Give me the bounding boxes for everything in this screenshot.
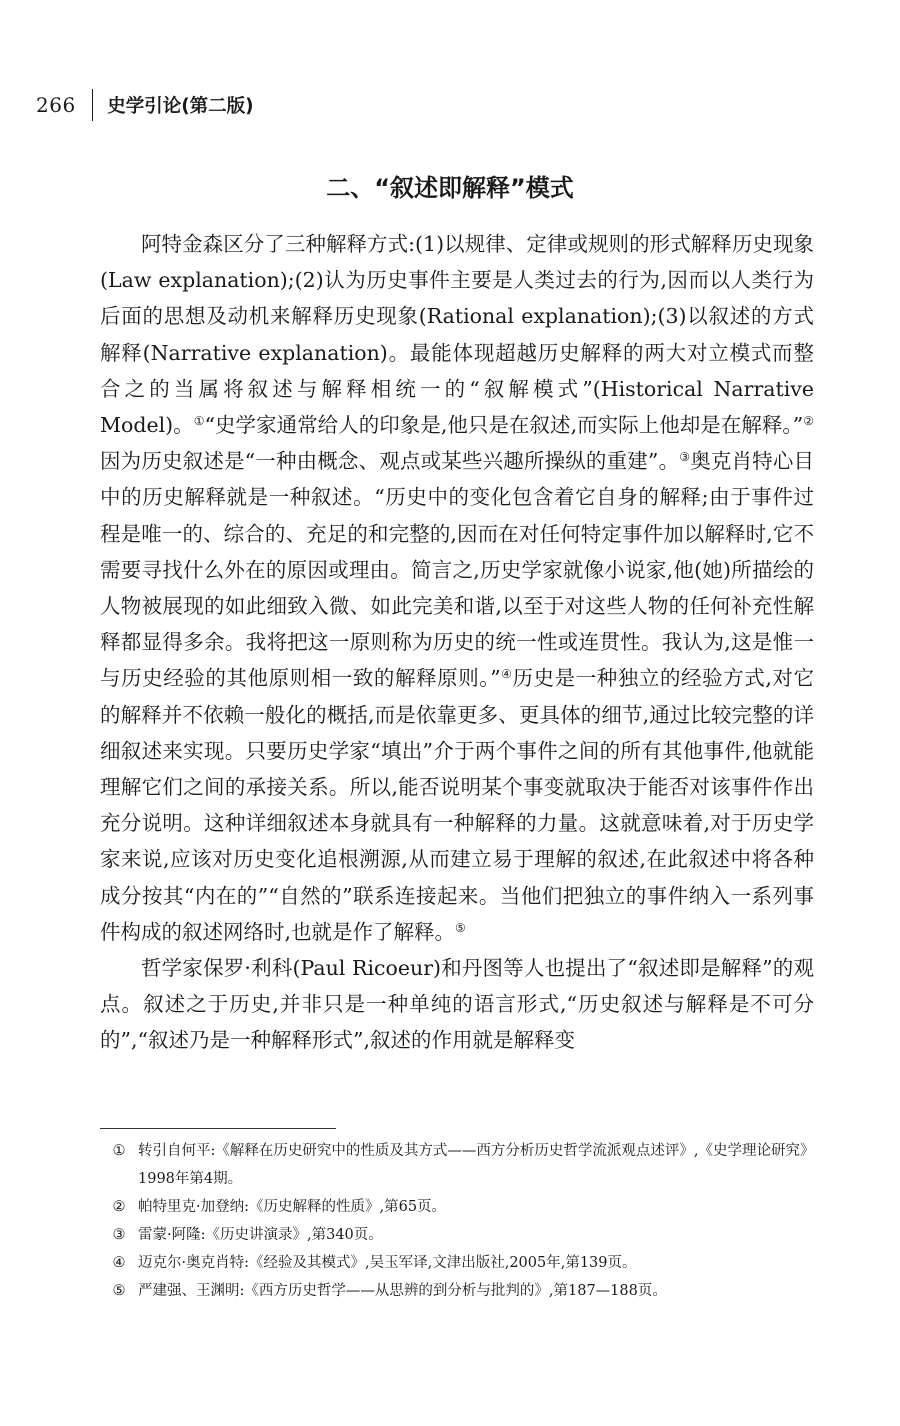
footnote-text: 严建强、王渊明:《西方历史哲学——从思辨的到分析与批判的》,第187—188页。 [138, 1283, 667, 1299]
footnote-text: 转引自何平:《解释在历史研究中的性质及其方式——西方分析历史哲学流派观点述评》,《史学理论研究》1998年第4期。 [138, 1143, 808, 1187]
footnote-reference: ④ [500, 667, 513, 682]
footnote [100, 1221, 814, 1249]
footnote-reference: ⑤ [455, 920, 466, 935]
footnote-text: 帕特里克·加登纳:《历史解释的性质》,第65页。 [138, 1199, 447, 1215]
footnote-marker: ② [112, 1199, 126, 1215]
paragraph-text: 哲学家保罗·利科(Paul Ricoeur)和丹图等人也提出了“叙述即是解释”的观点。叙述之于历史,并非只是一种单纯的语言形式,“历史叙述与解释是不可分的”,“叙述乃是一种解释形式”,叙述的作用就是解释变 [100, 956, 814, 1053]
footnote-marker: ⑤ [112, 1283, 126, 1299]
footnote-reference: ③ [679, 450, 691, 465]
footnote-divider [100, 1128, 336, 1129]
footnote-text: 迈克尔·奥克肖特:《经验及其模式》,吴玉军译,文津出版社,2005年,第139页。 [138, 1255, 637, 1271]
paragraph-text: 奥克肖特心目中的历史解释就是一种叙述。“历史中的变化包含着它自身的解释;由于事件过程是唯一的、综合的、充足的和完整的,因而在对任何特定事件加以解释时,它不需要寻找什么外在的原因或理由。简言之,历史学家就像小说家,他(她)所描绘的人物被展现的如此细致入微、如此完美和谐,以至于对这些人物的任何补充性解释都显得多余。我将把这一原则称为历史的统一性或连贯性。我认为,这是惟一与历史经验的其他原则相一致的解释原则。” [100, 449, 815, 691]
footnotes [100, 1137, 814, 1305]
section-title: 二、“叙述即解释”模式 [326, 174, 574, 202]
footnote [100, 1193, 814, 1221]
footnote [100, 1249, 814, 1277]
running-header [36, 88, 254, 122]
paragraph [100, 226, 814, 950]
footnote [100, 1137, 814, 1193]
paragraph-text: “史学家通常给人的印象是,他只是在叙述,而实际上他却是在解释。” [204, 413, 804, 438]
header-divider [92, 89, 94, 121]
footnote [100, 1277, 814, 1305]
footnote-text: 雷蒙·阿隆:《历史讲演录》,第340页。 [138, 1227, 383, 1243]
footnote-reference: ② [803, 414, 814, 429]
paragraph-text: 阿特金森区分了三种解释方式:(1)以规律、定律或规则的形式解释历史现象(Law explanation);(2)认为历史事件主要是人类过去的行为,因而以人类行为后面的思想及动机来解释历史现象(Rational explanation);(3)以叙述的方式解释(Narrative explanation)。最能体现超越历史解释的两大对立模式而整合之的当属将叙述与解释相统一的“叙解模式”(Historical Narrative Model)。 [100, 232, 814, 438]
footnote-marker: ① [112, 1143, 126, 1159]
body-text [100, 226, 814, 1059]
footnote-reference: ① [193, 414, 205, 429]
footnote-marker: ④ [112, 1255, 126, 1271]
paragraph-text: 历史是一种独立的经验方式,对它的解释并不依赖一般化的概括,而是依靠更多、更具体的细节,通过比较完整的详细叙述来实现。只要历史学家“填出”介于两个事件之间的所有其他事件,他就能理解它们之间的承接关系。所以,能否说明某个事变就取决于能否对该事件作出充分说明。这种详细叙述本身就具有一种解释的力量。这就意味着,对于历史学家来说,应该对历史变化追根溯源,从而建立易于理解的叙述,在此叙述中将各种成分按其“内在的”“自然的”联系连接起来。当他们把独立的事件纳入一系列事件构成的叙述网络时,也就是作了解释。 [100, 666, 814, 944]
paragraph [100, 950, 814, 1059]
footnote-marker: ③ [112, 1227, 126, 1243]
book-title: 史学引论(第二版) [107, 96, 254, 117]
paragraph-text: 因为历史叙述是“一种由概念、观点或某些兴趣所操纵的重建”。 [100, 449, 680, 474]
page-number: 266 [36, 93, 76, 117]
